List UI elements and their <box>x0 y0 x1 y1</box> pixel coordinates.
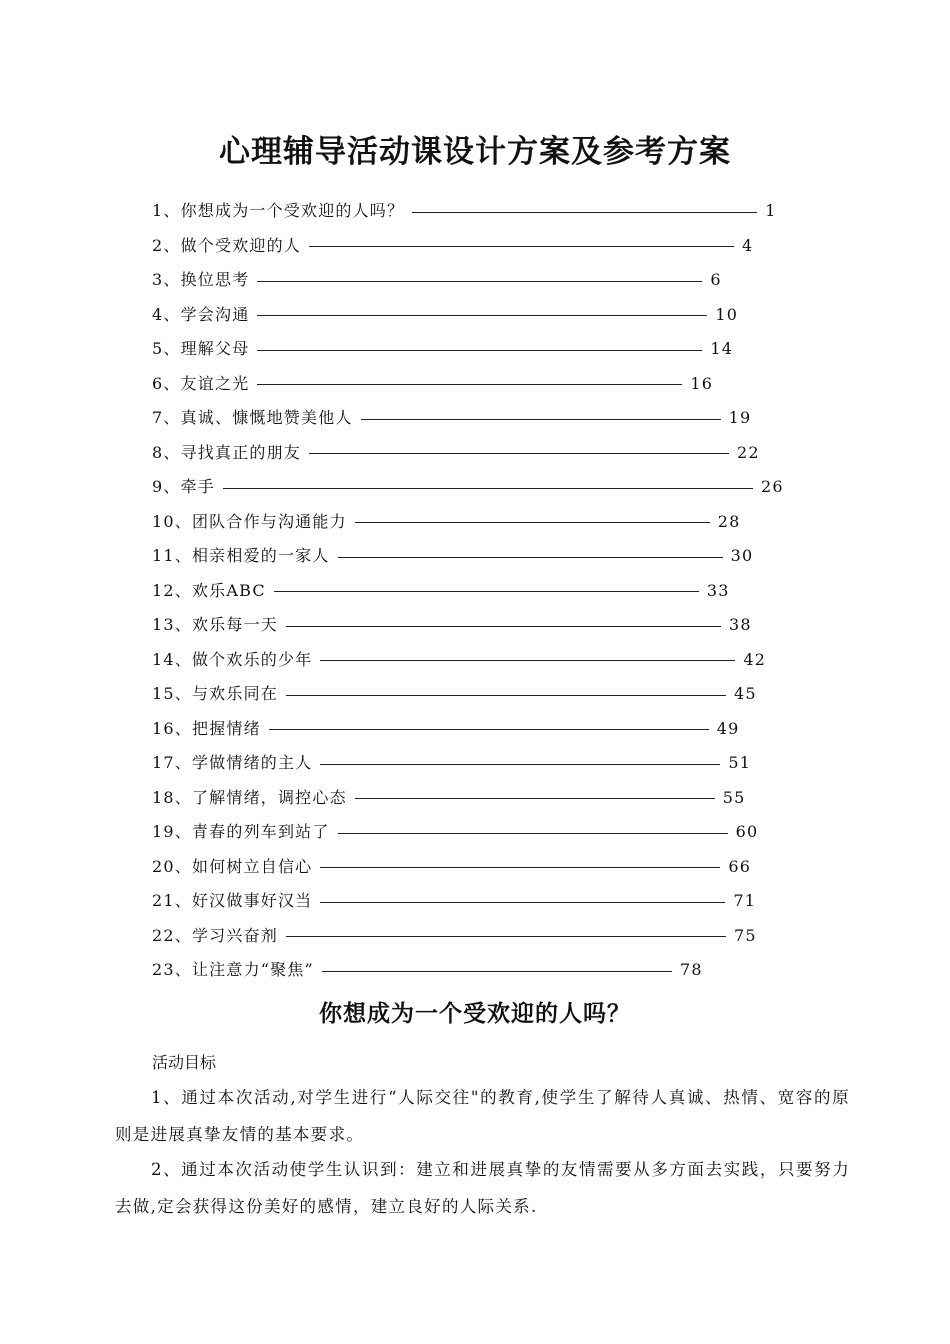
toc-item[interactable] <box>152 850 812 885</box>
toc-item[interactable] <box>152 229 812 264</box>
toc-leader-line <box>286 936 726 937</box>
toc-leader-line <box>286 695 726 696</box>
toc-leader-line <box>412 212 757 213</box>
toc-item-page: 30 <box>730 546 754 566</box>
section-subheading: 活动目标 <box>152 1053 217 1072</box>
toc-item-label: 欢乐ABC <box>191 580 266 600</box>
toc-item-label: 换位思考 <box>180 270 250 290</box>
toc-item-page: 16 <box>690 373 714 393</box>
toc-item-number: 4、 <box>152 304 181 324</box>
toc-item[interactable] <box>152 401 812 436</box>
toc-item[interactable] <box>152 608 812 643</box>
toc-leader-line <box>320 764 720 765</box>
toc-item-label: 好汉做事好汉当 <box>191 891 313 911</box>
toc-item-label: 理解父母 <box>180 339 250 359</box>
toc-leader-line <box>320 902 725 903</box>
toc-item-number: 3、 <box>152 270 181 290</box>
toc-leader-line <box>361 419 721 420</box>
toc-item-page: 22 <box>737 442 760 462</box>
toc-item-number: 20、 <box>152 856 192 876</box>
toc-leader-line <box>355 522 710 523</box>
toc-leader-line <box>338 557 723 558</box>
toc-item-label: 了解情绪，调控心态 <box>191 787 347 807</box>
toc-item[interactable] <box>152 953 812 988</box>
toc-item-page: 60 <box>735 822 759 842</box>
toc-item-page: 19 <box>728 408 752 428</box>
toc-item-label: 团队合作与沟通能力 <box>191 511 347 531</box>
toc-item-label: 青春的列车到站了 <box>191 822 330 842</box>
toc-item-number: 17、 <box>152 753 192 773</box>
toc-item-label: 相亲相爱的一家人 <box>191 546 330 566</box>
toc-item[interactable] <box>152 746 812 781</box>
section-title: 你想成为一个受欢迎的人吗？ <box>319 1000 631 1027</box>
toc-item-page: 78 <box>679 960 703 980</box>
toc-item[interactable] <box>152 194 812 229</box>
toc-item-label: 如何树立自信心 <box>191 856 313 876</box>
toc-item-page: 55 <box>722 787 746 807</box>
toc-item[interactable] <box>152 539 812 574</box>
toc-item-number: 2、 <box>152 235 181 255</box>
toc-item-label: 学习兴奋剂 <box>191 925 278 945</box>
toc-item-page: 28 <box>717 511 741 531</box>
toc-item-page: 26 <box>761 477 784 497</box>
toc-item-page: 38 <box>728 615 752 635</box>
toc-item[interactable] <box>152 470 812 505</box>
toc-item-number: 22、 <box>152 925 192 945</box>
toc-item-number: 11、 <box>152 546 192 566</box>
toc-item-number: 18、 <box>152 787 192 807</box>
toc-item-number: 7、 <box>152 408 181 428</box>
toc-leader-line <box>274 591 699 592</box>
toc-item-number: 21、 <box>152 891 192 911</box>
toc-item-page: 33 <box>706 580 730 600</box>
toc-item[interactable] <box>152 298 812 333</box>
toc-item-label: 做个欢乐的少年 <box>191 649 313 669</box>
toc-item-page: 1 <box>765 201 777 221</box>
paragraph: 2、通过本次活动使学生认识到：建立和进展真挚的友情需要从多方面去实践，只要努力去做,定会获得这份美好的感情，建立良好的人际关系. <box>115 1160 850 1216</box>
toc-item-page: 71 <box>733 891 757 911</box>
toc-item-page: 10 <box>715 304 739 324</box>
toc-item[interactable] <box>152 815 812 850</box>
toc-item-label: 学做情绪的主人 <box>191 753 313 773</box>
toc-item-label: 做个受欢迎的人 <box>180 235 301 255</box>
toc-leader-line <box>257 281 702 282</box>
toc-item[interactable] <box>152 505 812 540</box>
toc-item-label: 真诚、慷慨地赞美他人 <box>180 408 353 428</box>
toc-item[interactable] <box>152 332 812 367</box>
toc-item[interactable] <box>152 677 812 712</box>
toc-leader-line <box>338 833 728 834</box>
toc-leader-line <box>322 971 672 972</box>
toc-leader-line <box>286 626 721 627</box>
toc-item-number: 19、 <box>152 822 192 842</box>
toc-item-page: 66 <box>728 856 752 876</box>
toc-leader-line <box>309 453 729 454</box>
toc-item-label: 友谊之光 <box>180 373 250 393</box>
toc-item-label: 把握情绪 <box>191 718 261 738</box>
toc-item-page: 45 <box>733 684 757 704</box>
toc-item-label: 让注意力“聚焦” <box>191 960 314 980</box>
toc-item-label: 欢乐每一天 <box>191 615 278 635</box>
document-title: 心理辅导活动课设计方案及参考方案 <box>219 134 731 170</box>
toc-item-number: 1、 <box>152 201 181 221</box>
toc-item-number: 23、 <box>152 960 192 980</box>
toc-item-number: 5、 <box>152 339 181 359</box>
toc-leader-line <box>320 867 720 868</box>
toc-leader-line <box>223 488 753 489</box>
toc-item-page: 14 <box>710 339 734 359</box>
toc-item-number: 14、 <box>152 649 192 669</box>
toc-item-number: 8、 <box>152 442 181 462</box>
toc-item-label: 与欢乐同在 <box>191 684 278 704</box>
toc-item[interactable] <box>152 574 812 609</box>
toc-item-label: 学会沟通 <box>180 304 250 324</box>
toc-leader-line <box>355 798 715 799</box>
table-of-contents <box>152 194 812 988</box>
toc-item-number: 10、 <box>152 511 192 531</box>
toc-leader-line <box>257 384 682 385</box>
toc-leader-line <box>269 729 709 730</box>
toc-item[interactable] <box>152 263 812 298</box>
toc-item-page: 75 <box>733 925 757 945</box>
toc-leader-line <box>320 660 735 661</box>
toc-item[interactable] <box>152 919 812 954</box>
toc-item[interactable] <box>152 643 812 678</box>
toc-item-number: 9、 <box>152 477 181 497</box>
toc-item-page: 6 <box>710 270 722 290</box>
toc-item-label: 寻找真正的朋友 <box>180 442 301 462</box>
toc-item-number: 16、 <box>152 718 192 738</box>
toc-item-number: 6、 <box>152 373 181 393</box>
toc-item[interactable] <box>152 712 812 747</box>
toc-leader-line <box>257 350 702 351</box>
toc-item-page: 51 <box>728 753 752 773</box>
toc-item[interactable] <box>152 367 812 402</box>
toc-item[interactable] <box>152 436 812 471</box>
toc-leader-line <box>309 246 734 247</box>
toc-item-label: 你想成为一个受欢迎的人吗？ <box>180 201 405 221</box>
toc-item-number: 15、 <box>152 684 192 704</box>
toc-item[interactable] <box>152 884 812 919</box>
toc-leader-line <box>257 315 707 316</box>
toc-item-page: 4 <box>742 235 754 255</box>
toc-item[interactable] <box>152 781 812 816</box>
toc-item-label: 牵手 <box>180 477 215 497</box>
toc-item-number: 12、 <box>152 580 192 600</box>
toc-item-page: 42 <box>743 649 767 669</box>
paragraph: 1、通过本次活动,对学生进行“人际交往"的教育,使学生了解待人真诚、热情、宽容的原则是进展真挚友情的基本要求。 <box>115 1088 850 1144</box>
toc-item-number: 13、 <box>152 615 192 635</box>
toc-item-page: 49 <box>716 718 740 738</box>
